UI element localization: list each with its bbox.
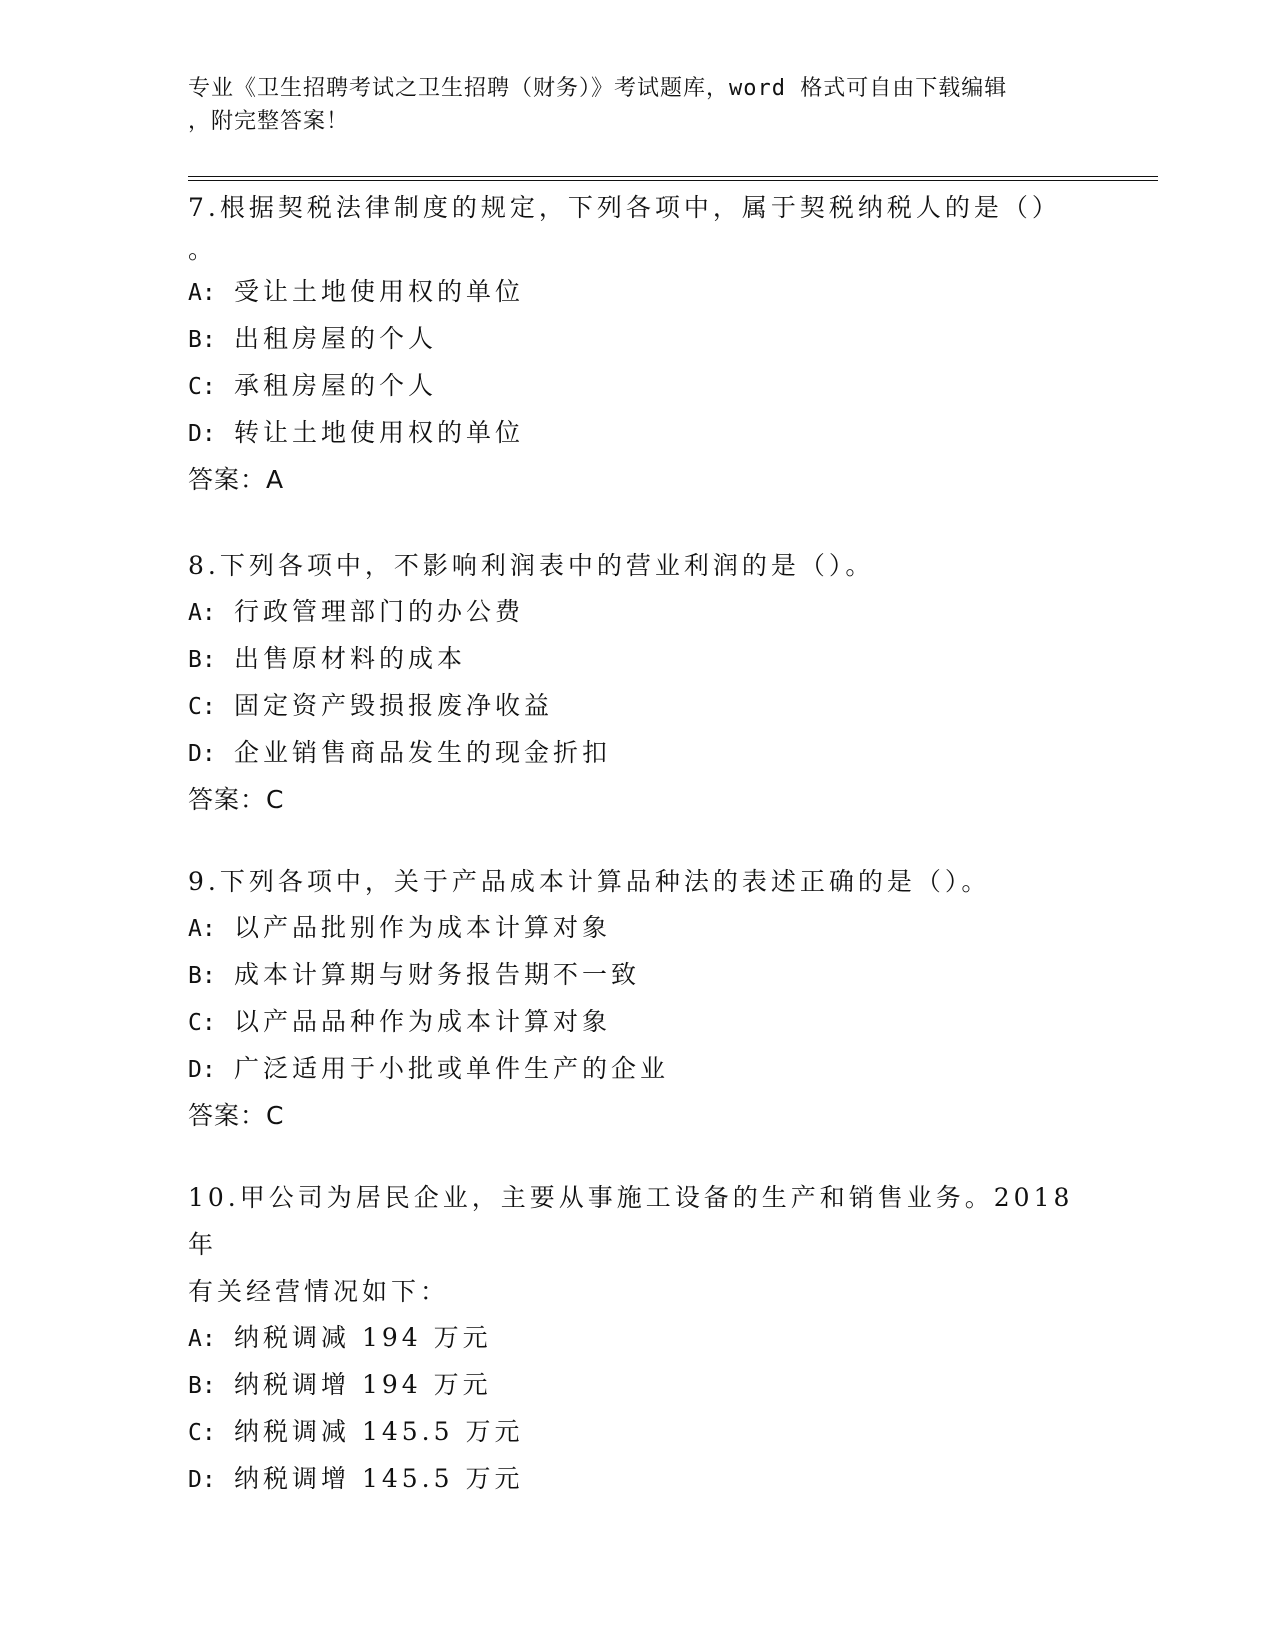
option-letter: A: [188,1326,216,1352]
option-text: 成本计算期与财务报告期不一致 [234,960,641,989]
option-a [188,1315,1088,1362]
question-stem: 9.下列各项中，关于产品成本计算品种法的表述正确的是（）。 [188,867,991,896]
option-a [188,905,1088,952]
option-letter: D: [188,421,216,447]
option-d [188,1046,1088,1093]
question-8 [188,542,1088,823]
option-text: 纳税调减 194 万元 [234,1323,492,1352]
question-7 [188,184,1088,503]
option-c [188,363,1088,410]
header-line-2: ，附完整答案！ [188,109,350,134]
question-10 [188,1174,1088,1503]
option-text: 转让土地使用权的单位 [234,418,525,447]
option-letter: C: [188,374,216,400]
question-stem: 8.下列各项中，不影响利润表中的营业利润的是（）。 [188,551,875,580]
option-a [188,269,1088,316]
question-stem-continuation: 。 [188,235,214,264]
option-text: 出租房屋的个人 [234,324,438,353]
option-text: 纳税调增 194 万元 [234,1370,492,1399]
option-letter: B: [188,963,216,989]
option-letter: A: [188,916,216,942]
question-stem-continuation: 有关经营情况如下： [188,1277,450,1306]
answer-line: 答案：C [188,785,285,814]
answer-line: 答案：A [188,465,285,494]
option-text: 纳税调增 145.5 万元 [234,1464,524,1493]
option-text: 行政管理部门的办公费 [234,597,525,626]
option-letter: A: [188,280,216,306]
option-letter: B: [188,327,216,353]
option-text: 以产品批别作为成本计算对象 [234,913,612,942]
option-letter: D: [188,1057,216,1083]
option-c [188,999,1088,1046]
option-c [188,1409,1088,1456]
option-b [188,1362,1088,1409]
option-letter: D: [188,1467,216,1493]
option-text: 纳税调减 145.5 万元 [234,1417,524,1446]
option-letter: B: [188,647,216,673]
header-divider-bottom [188,180,1158,181]
option-b [188,316,1088,363]
option-b [188,636,1088,683]
option-letter: D: [188,741,216,767]
option-letter: B: [188,1373,216,1399]
question-stem: 7.根据契税法律制度的规定，下列各项中，属于契税纳税人的是（） [188,193,1061,222]
option-text: 固定资产毁损报废净收益 [234,691,554,720]
option-d [188,1456,1088,1503]
header-divider-top [188,176,1158,177]
option-letter: A: [188,600,216,626]
option-text: 承租房屋的个人 [234,371,438,400]
option-d [188,730,1088,777]
option-letter: C: [188,694,216,720]
option-letter: C: [188,1010,216,1036]
option-text: 出售原材料的成本 [234,644,467,673]
option-text: 广泛适用于小批或单件生产的企业 [234,1054,670,1083]
option-letter: C: [188,1420,216,1446]
question-9 [188,858,1088,1139]
answer-line: 答案：C [188,1101,285,1130]
option-a [188,589,1088,636]
option-text: 企业销售商品发生的现金折扣 [234,738,612,767]
option-d [188,410,1088,457]
question-stem: 10.甲公司为居民企业，主要从事施工设备的生产和销售业务。2018 年 [188,1183,1074,1259]
document-header [188,72,1088,138]
option-text: 受让土地使用权的单位 [234,277,525,306]
option-b [188,952,1088,999]
option-text: 以产品品种作为成本计算对象 [234,1007,612,1036]
option-c [188,683,1088,730]
header-line-1: 专业《卫生招聘考试之卫生招聘（财务）》考试题库，word 格式可自由下载编辑 [188,76,1008,101]
